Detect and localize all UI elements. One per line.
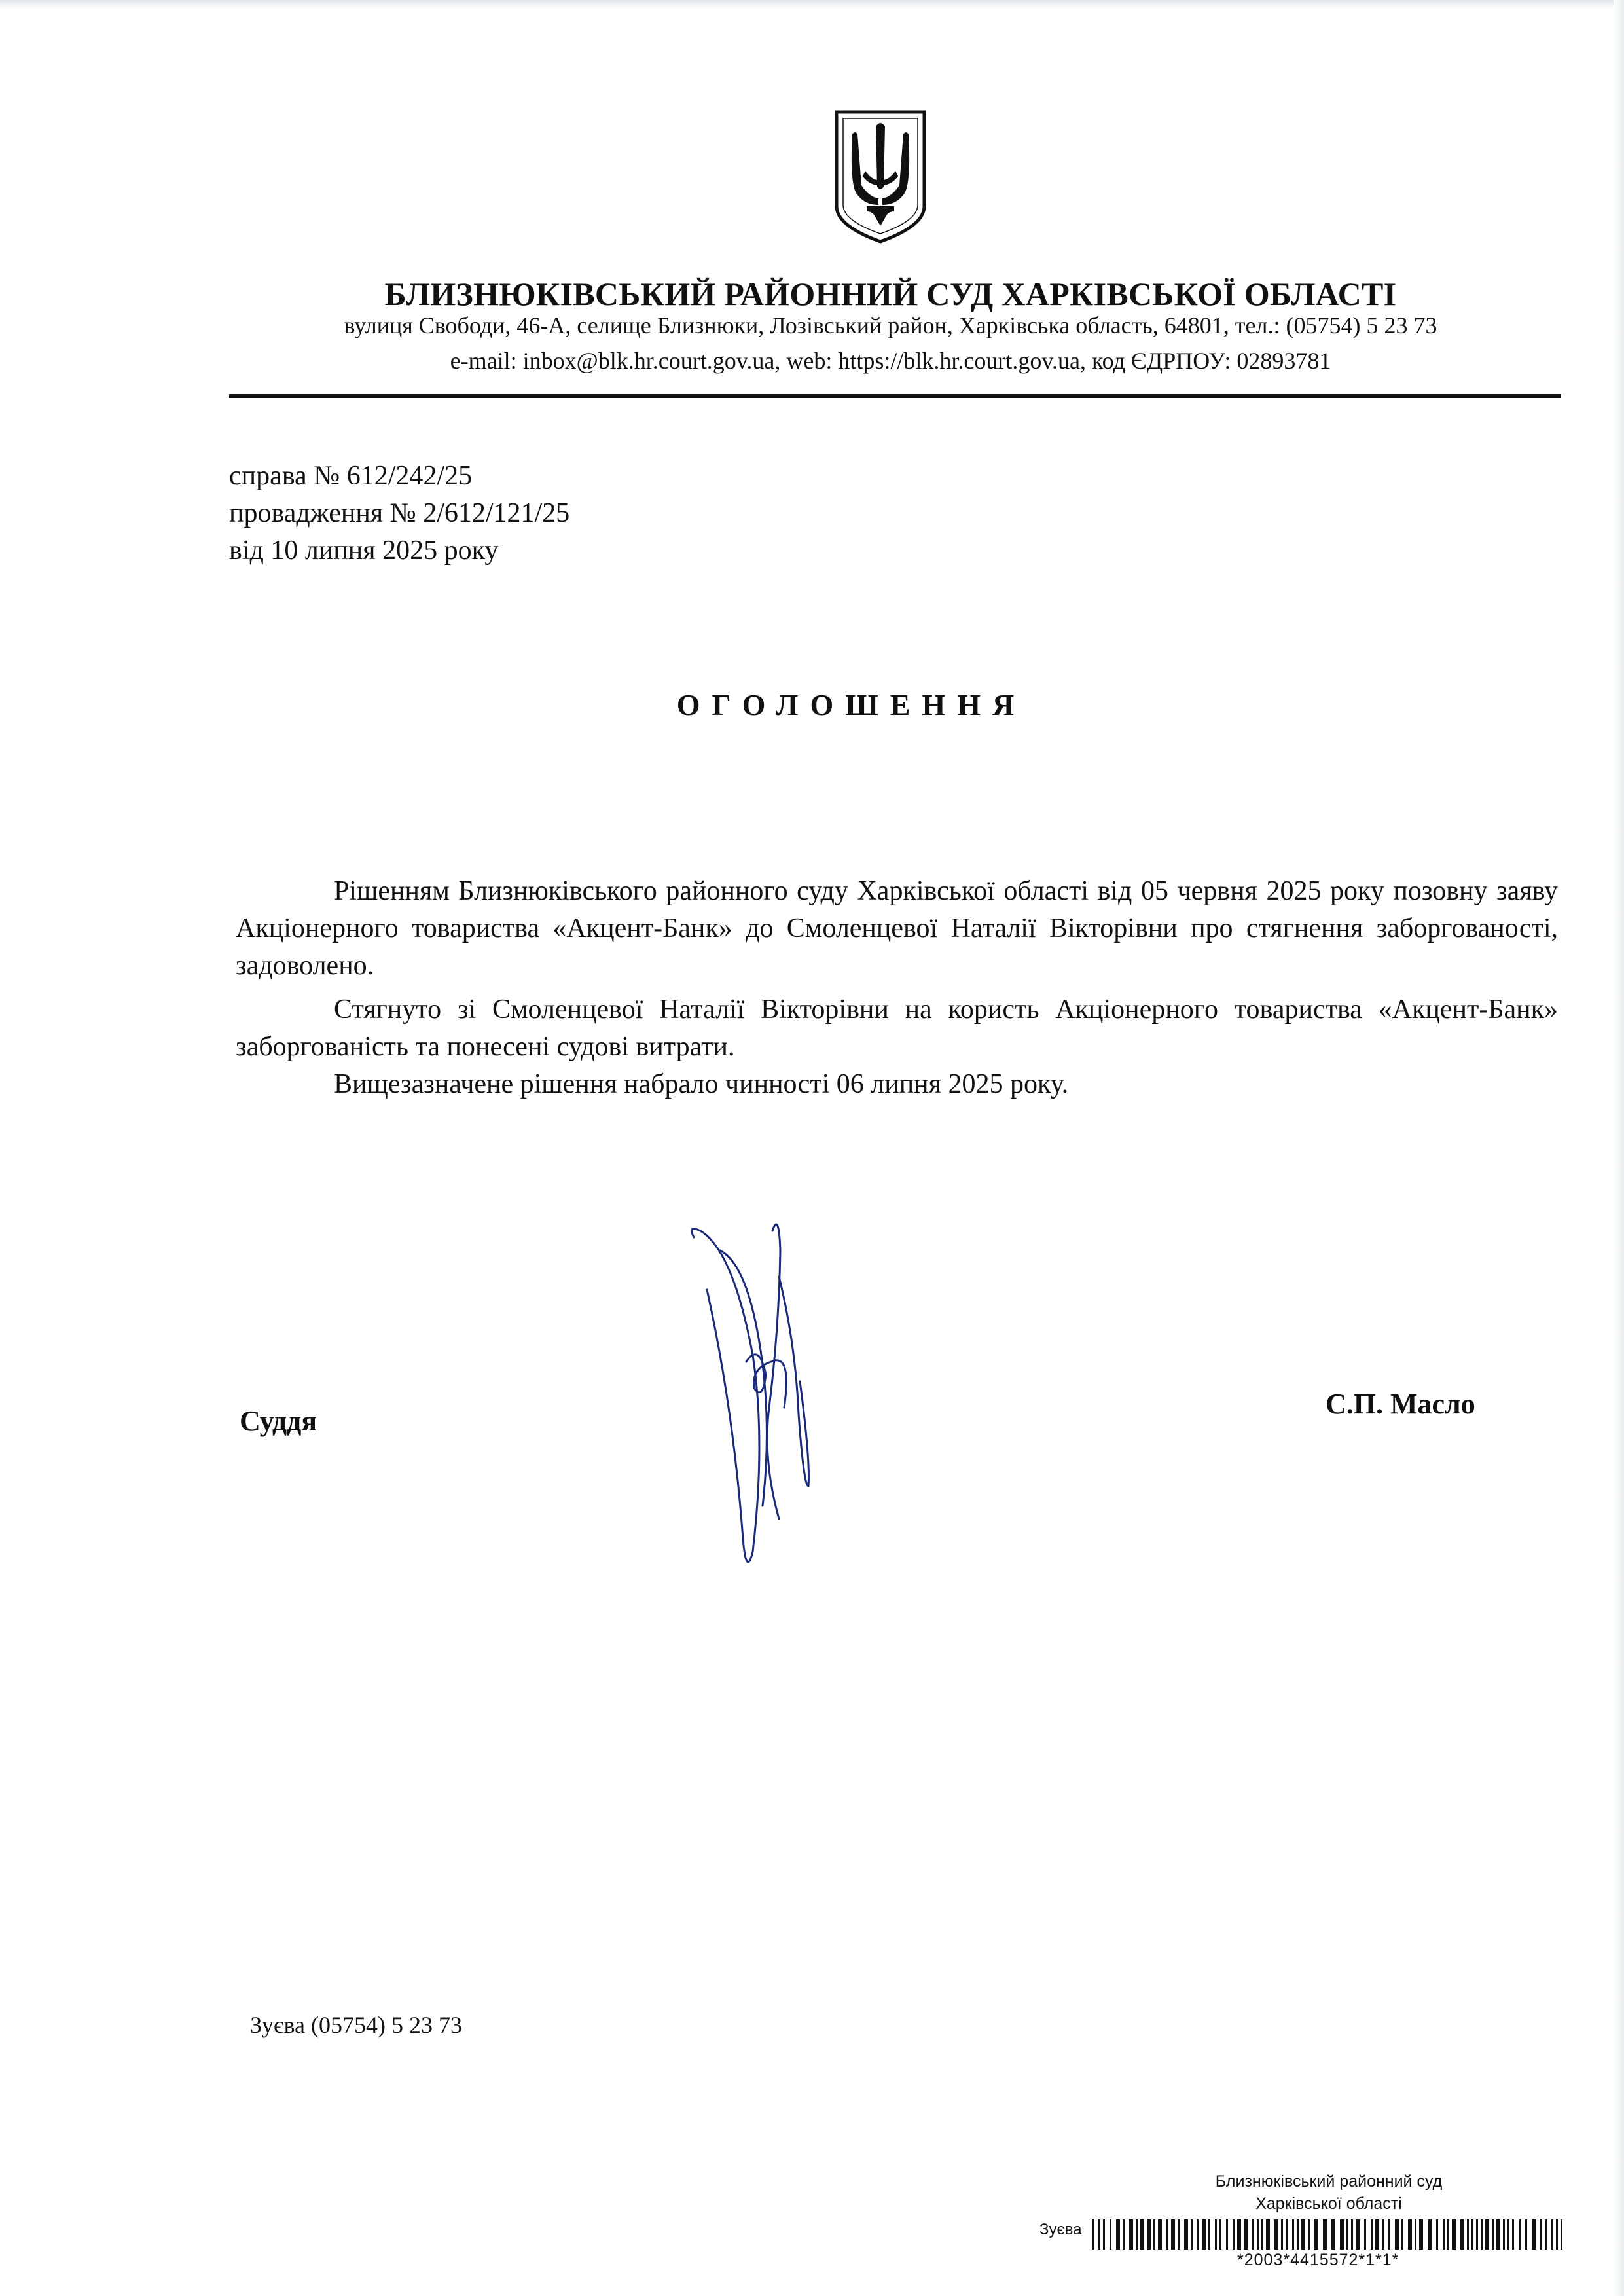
trident-coat-of-arms-icon [833,108,928,246]
header-divider [229,394,1561,398]
barcode-code: *2003*4415572*1*1* [1237,2251,1399,2269]
body-paragraph-3: Вищезазначене рішення набрало чинності 06 липня 2025 року. [334,1069,1069,1099]
body-paragraph-1: Рішенням Близнюківського районного суду Харківської області від 05 червня 2025 року позовну заяву Акціонерного товариства «Акцент-Банк» до Смоленцевої Наталії Вікторівни про стягнення заборгованості, задоволено. [236,876,1558,981]
scan-edge-right [1614,0,1624,2296]
executor-contact: Зуєва (05754) 5 23 73 [250,2012,462,2038]
body-paragraph-2: Стягнуто зі Смоленцевої Наталії Вікторівни на користь Акціонерного товариства «Акцент-Банк» заборгованість та понесені судові витрати. [236,994,1558,1062]
handwritten-signature [681,1211,851,1591]
court-contacts: e-mail: inbox@blk.hr.court.gov.ua, web: https://blk.hr.court.gov.ua, код ЄДРПОУ: 02893781 [450,348,1331,374]
stamp-court-line-2: Харківської області [1255,2195,1402,2213]
judge-position: Суддя [240,1405,317,1437]
judge-name: С.П. Масло [1326,1388,1475,1420]
document-title: ОГОЛОШЕННЯ [676,688,1026,721]
court-address: вулиця Свободи, 46-А, селище Близнюки, Лозівський район, Харківська область, 64801, тел.: (05754) 5 23 73 [344,312,1437,338]
case-number: справа № 612/242/25 [229,461,473,491]
stamp-executor: Зуєва [1039,2221,1082,2238]
proceeding-number: провадження № 2/612/121/25 [229,498,570,528]
stamp-court-line-1: Близнюківський районний суд [1215,2172,1443,2191]
document-date: від 10 липня 2025 року [229,536,499,566]
barcode [1092,2219,1570,2250]
court-name: БЛИЗНЮКІВСЬКИЙ РАЙОННИЙ СУД ХАРКІВСЬКОЇ ОБЛАСТІ [384,276,1397,312]
scan-edge-top [0,0,1624,9]
